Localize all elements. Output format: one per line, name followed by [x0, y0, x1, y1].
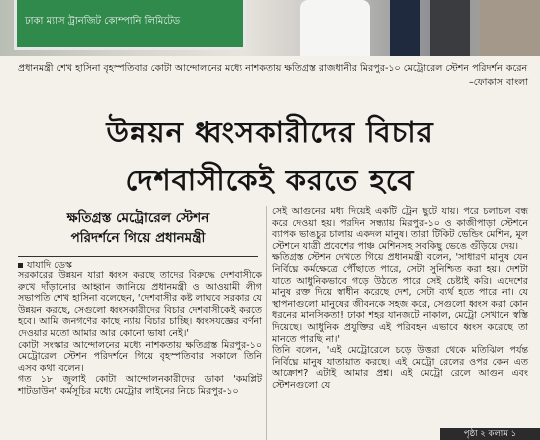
photo-credit: –ফোকাস বাংলা	[469, 77, 528, 88]
photo-figure	[430, 0, 470, 56]
square-bullet-icon	[18, 263, 23, 268]
subheadline	[18, 208, 258, 248]
metro-signboard	[14, 0, 246, 50]
article-paragraph: গত ১৮ জুলাই কোটা আন্দোলনকারীদের ডাকা 'কমপ্লিট শাটডাউন' কর্মসূচির মধ্যে মেট্রোর লাইনের নিচে মিরপুর-১০	[18, 374, 262, 397]
subheadline-line: ক্ষতিগ্রস্ত মেট্রোরেল স্টেশন	[66, 210, 210, 226]
headline-line: উন্নয়ন ধ্বংসকারীদের বিচার	[106, 115, 434, 149]
headline-line: দেশবাসীকেই করতে হবে	[125, 163, 415, 197]
byline-text: যাযাদি ডেস্ক	[27, 260, 72, 271]
article-column-left	[18, 270, 262, 398]
caption-text: প্রধানমন্ত্রী শেখ হাসিনা বৃহস্পতিবার কোটা আন্দোলনের মধ্যে নাশকতায় ক্ষতিগ্রস্ত রাজধানীর মিরপুর-১০ মেট্রোরেল স্টেশন পরিদর্শন করেন	[18, 63, 528, 74]
article-paragraph: কোটা সংস্কার আন্দোলনের মধ্যে নাশকতায় ক্ষতিগ্রস্ত মিরপুর-১০ মেট্রোরেল স্টেশন পরিদর্শনে গিয়ে বৃহস্পতিবার সকালে তিনি এসব কথা বলেন।	[18, 339, 262, 374]
article-column-right	[272, 206, 528, 392]
article-paragraph: ক্ষতিগ্রস্ত স্টেশন দেখতে গিয়ে প্রধানমন্ত্রী বলেন, 'সাধারণ মানুষ যেন নির্বিঘ্নে কর্মক্ষেত্রে পৌঁছাতে পারে, সেটা সুনিশ্চিত করা হয়। দেশটা যাতে আধুনিকভাবে গড়ে উঠতে পারে সেই চেষ্টাই করি। এদেশের মানুষ রক্ত দিয়ে স্বাধীন করেছে দেশ, সেটা ব্যর্থ হতে পারে না। যে স্থাপনাগুলো মানুষের জীবনকে সহজ করে, সেগুলো ধ্বংস করা কোন ধরনের মানসিকতা! ঢাকা শহর যানজটে নাকাল, মেট্রো সেখানে স্বস্তি দিয়েছে। আধুনিক প্রযুক্তির এই পরিবহন এভাবে ধ্বংস করেছে তা মানতে পারছি না।'	[272, 252, 528, 345]
photo-figure	[390, 0, 420, 56]
news-photo	[0, 0, 540, 56]
headline	[0, 108, 540, 204]
subheadline-line: পরিদর্শনে গিয়ে প্রধানমন্ত্রী	[70, 230, 206, 246]
article-paragraph: সরকারের উন্নয়ন যারা ধ্বংস করছে তাদের বিরুদ্ধে দেশবাসীকে রুখে দাঁড়ানোর আহ্বান জানিয়ে প্রধানমন্ত্রী ও আওয়ামী লীগ সভাপতি শেখ হাসিনা বলেছেন, 'দেশবাসীর কষ্ট লাঘবে সরকার যে উন্নয়ন করছে, সেগুলো ধ্বংসকারীদের বিচার দেশবাসীকেই করতে হবে। আমি জনগণের কাছে ন্যায় বিচার চাচ্ছি। ধ্বংসযজ্ঞের বর্ণনা দেওয়ার মতো আমার আর কোনো ভাষা নেই।'	[18, 270, 262, 339]
photo-caption	[18, 62, 528, 88]
signboard-text: ঢাকা ম্যাস ট্রানজিট কোম্পানি লিমিটেড	[25, 16, 181, 27]
column-divider	[266, 206, 267, 440]
article-paragraph: সেই আগুনের মধ্য দিয়েই একটি ট্রেন ছুটে যায়। পরে চলাচল বন্ধ করে দেওয়া হয়। পরদিন সন্ধ্যায় মিরপুর-১০ ও কাজীপাড়া স্টেশনে ব্যাপক ভাঙচুর চালায় একদল মানুষ। তারা টিকিট ভেন্ডিং মেশিন, মূল স্টেশনে যাত্রী প্রবেশের পাঞ্চ মেশিনসহ সবকিছু ভেঙে গুঁড়িয়ে দেয়।	[272, 206, 528, 252]
photo-figure	[480, 0, 540, 56]
photo-figure	[300, 0, 370, 56]
continued-on-page-tag: পৃষ্ঠা ২ কলাম ১	[440, 428, 540, 440]
article-paragraph: তিনি বলেন, 'এই মেট্রোরেলে চড়ে উত্তরা থেকে মতিঝিল পর্যন্ত নির্বিঘ্নে মানুষ যাতায়াত করছে। এই মেট্রো রেলের ওপর কেন এত আক্রোশ? এটাই আমার প্রশ্ন। এই মেট্রো রেলে আগুন এবং স্টেশনগুলো যে	[272, 345, 528, 391]
